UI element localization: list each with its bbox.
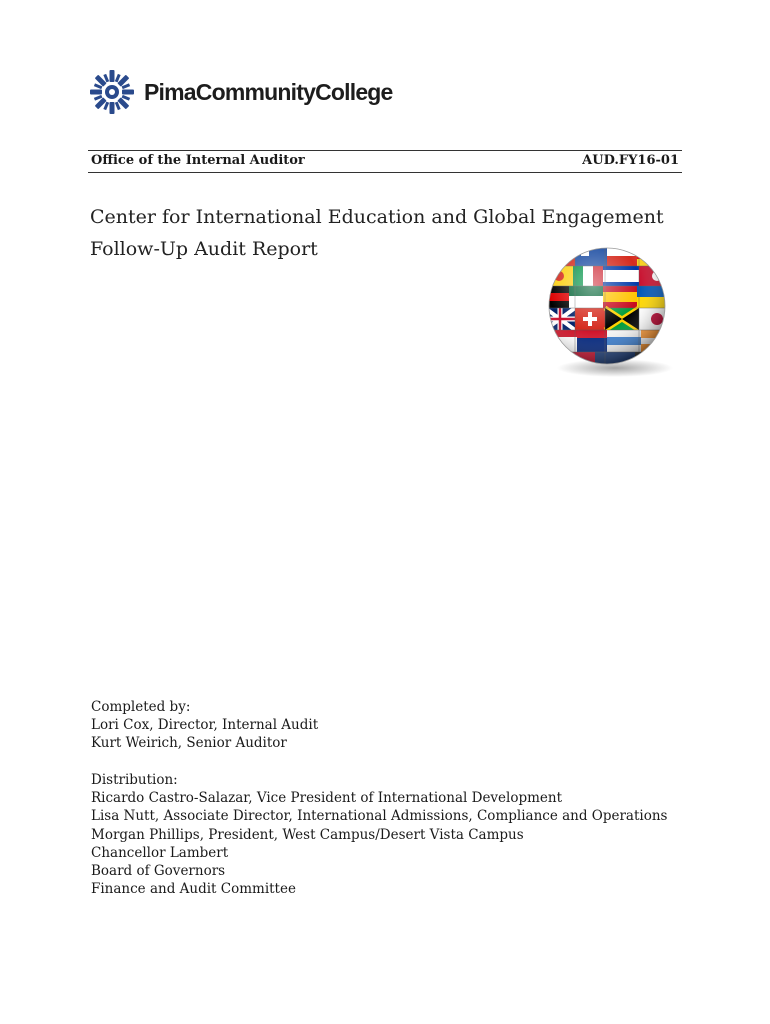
report-title: Center for International Education and Global Engagement xyxy=(90,206,664,228)
completed-by-person: Kurt Weirich, Senior Auditor xyxy=(91,735,287,752)
distribution-recipient: Morgan Phillips, President, West Campus/Desert Vista Campus xyxy=(91,826,524,843)
completed-by-label: Completed by: xyxy=(91,699,191,715)
distribution-recipient: Ricardo Castro-Salazar, Vice President of International Development xyxy=(91,790,563,807)
distribution-recipient: Chancellor Lambert xyxy=(91,844,229,861)
distribution-recipient: Finance and Audit Committee xyxy=(91,881,296,898)
completed-by-section xyxy=(91,698,318,753)
pima-college-seal-icon xyxy=(88,68,136,116)
office-name: Office of the Internal Auditor xyxy=(91,153,305,168)
distribution-recipient: Board of Governors xyxy=(91,863,226,880)
college-name: PimaCommunityCollege xyxy=(144,79,393,105)
completed-by-person: Lori Cox, Director, Internal Audit xyxy=(91,717,319,734)
report-header-bar xyxy=(88,150,682,173)
distribution-label: Distribution: xyxy=(91,772,178,788)
college-logo xyxy=(88,68,408,122)
report-subtitle: Follow-Up Audit Report xyxy=(90,238,318,260)
report-code: AUD.FY16-01 xyxy=(582,153,679,168)
flags-globe-icon xyxy=(545,242,679,382)
distribution-recipient: Lisa Nutt, Associate Director, International Admissions, Compliance and Operations xyxy=(91,808,668,825)
distribution-section xyxy=(91,771,667,898)
